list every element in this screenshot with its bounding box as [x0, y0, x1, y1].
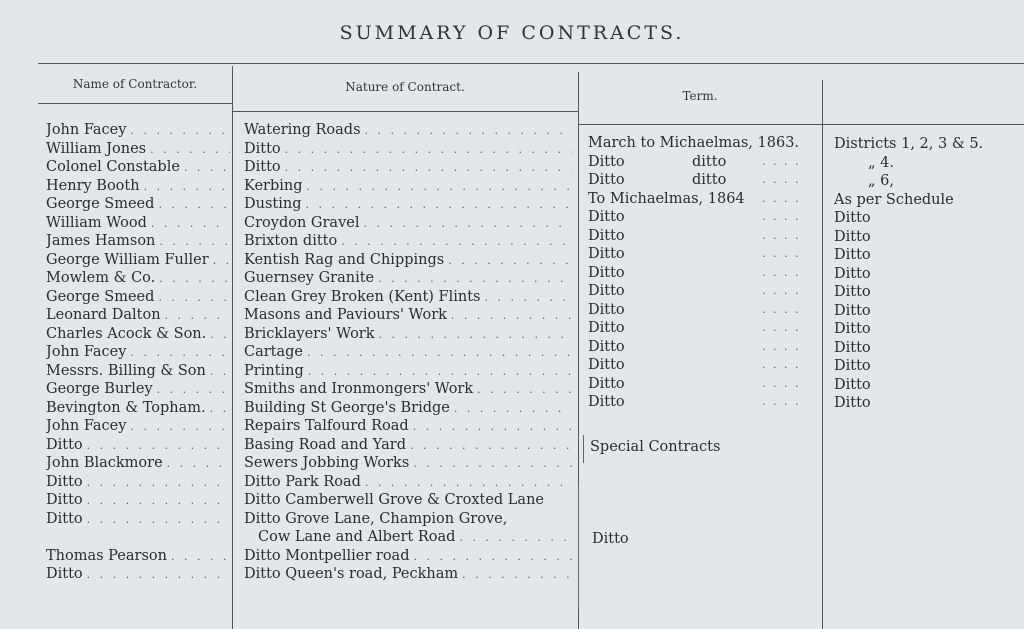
nature-row: [244, 269, 572, 288]
nature-text: Ditto Camberwell Grove & Croxted Lane: [244, 492, 544, 508]
nature-row: [244, 177, 572, 196]
nature-row: [244, 140, 572, 159]
contractor-row: [46, 140, 230, 159]
nature-text: Building St George's Bridge: [244, 399, 450, 416]
dot-leader: [762, 375, 802, 394]
special-contracts-label: Special Contracts: [590, 439, 721, 455]
dot-leader: [308, 363, 572, 381]
contractor-name: Ditto: [46, 566, 83, 582]
term-row: [588, 208, 818, 227]
nature-text: Watering Roads: [244, 122, 361, 138]
special-ditto-label: Ditto: [592, 531, 629, 547]
contractor-row: [46, 325, 230, 344]
dot-leader: [762, 301, 802, 320]
district-entry: As per Schedule: [834, 191, 954, 208]
contractor-row: [46, 251, 230, 270]
contractor-row: [46, 399, 230, 418]
dot-leader: [307, 178, 573, 196]
dot-leader: [130, 122, 230, 140]
top-rule: [38, 63, 1024, 64]
nature-row: [244, 343, 572, 362]
dot-leader: [410, 437, 572, 455]
dot-leader: [130, 344, 230, 362]
nature-text: Bricklayers' Work: [244, 325, 375, 342]
ditto-brace: [578, 484, 579, 610]
nature-text: Ditto Park Road: [244, 473, 361, 490]
contractor-name: John Blackmore: [46, 455, 163, 471]
district-entry: Ditto: [834, 339, 871, 356]
contractor-name: Henry Booth: [46, 177, 140, 194]
contractor-name: Ditto: [46, 492, 83, 508]
contractor-name: Mowlem & Co.: [46, 270, 156, 286]
term-text: Ditto: [588, 172, 625, 188]
term-row: [588, 338, 818, 357]
nature-text: Kentish Rag and Chippings: [244, 251, 445, 268]
district-entry: „ 6,: [868, 173, 894, 189]
district-entry: Ditto: [834, 210, 871, 226]
header-rule-mid: [232, 111, 578, 112]
contractor-row: [46, 177, 230, 196]
dot-leader: [762, 208, 802, 227]
dot-leader: [762, 190, 802, 209]
district-entry: Ditto: [834, 321, 871, 337]
term-text: Ditto: [588, 394, 625, 410]
dot-leader: [459, 529, 572, 547]
contractor-name: Colonel Constable: [46, 159, 180, 175]
district-entry: Ditto: [834, 376, 871, 393]
term-row: [588, 190, 818, 209]
nature-row: [244, 528, 572, 547]
nature-row: [244, 380, 572, 399]
term-row: [588, 171, 818, 190]
dot-leader: [213, 252, 230, 270]
dot-leader: [171, 548, 230, 566]
term-text: Ditto: [588, 375, 625, 392]
nature-text: Guernsey Granite: [244, 270, 375, 286]
term-ditto: ditto: [692, 172, 727, 188]
nature-column: [244, 121, 572, 584]
dot-leader: [144, 178, 230, 196]
contractor-name: John Facey: [46, 122, 127, 138]
contractor-row: [46, 547, 230, 566]
term-row: [588, 375, 818, 394]
dot-leader: [210, 326, 230, 344]
nature-row: [244, 306, 572, 325]
nature-text: Dusting: [244, 196, 302, 212]
dot-leader: [378, 270, 572, 288]
dot-leader: [762, 245, 802, 264]
contractor-row: [46, 436, 230, 455]
contractor-row: [46, 232, 230, 251]
dot-leader: [165, 307, 230, 325]
nature-row: [244, 399, 572, 418]
term-text: Ditto: [588, 301, 625, 318]
contractor-row: [46, 417, 230, 436]
nature-text: Croydon Gravel: [244, 214, 360, 231]
dot-leader: [210, 400, 230, 418]
nature-row: [244, 491, 572, 510]
contractor-row: [46, 269, 230, 288]
special-contracts-brace: [583, 435, 584, 463]
term-row: [588, 245, 818, 264]
nature-row: [244, 121, 572, 140]
term-row: [588, 134, 818, 153]
contractor-row: [46, 306, 230, 325]
dot-leader: [159, 270, 230, 288]
term-text: Ditto: [588, 209, 625, 225]
dot-leader: [454, 400, 572, 418]
district-entry: Ditto: [834, 247, 871, 263]
nature-row: [244, 362, 572, 381]
dot-leader: [762, 264, 802, 283]
contractor-row: [46, 158, 230, 177]
dot-leader: [87, 492, 230, 510]
nature-text: Ditto: [244, 159, 281, 175]
term-text: Ditto: [588, 153, 625, 170]
contractor-row: [46, 288, 230, 307]
district-entry: Ditto: [834, 302, 871, 319]
term-column: [588, 134, 818, 412]
nature-row: [244, 195, 572, 214]
term-text: March to Michaelmas, 1863.: [588, 135, 800, 151]
header-rule-right: [578, 124, 1024, 125]
contractor-name: George Smeed: [46, 196, 155, 212]
contractor-name: Leonard Dalton: [46, 307, 161, 323]
term-row: [588, 356, 818, 375]
nature-text: Sewers Jobbing Works: [244, 455, 410, 471]
dot-leader: [285, 159, 572, 177]
nature-text: Smiths and Ironmongers' Work: [244, 381, 474, 397]
dot-leader: [413, 418, 572, 436]
term-row: [588, 227, 818, 246]
contractor-row: [46, 362, 230, 381]
dot-leader: [762, 227, 802, 246]
term-text: Ditto: [588, 227, 625, 244]
dot-leader: [307, 344, 572, 362]
dot-leader: [363, 215, 572, 233]
contractor-name: Messrs. Billing & Son: [46, 362, 206, 379]
district-entry: Ditto: [834, 358, 871, 374]
nature-row: [244, 565, 572, 584]
term-row: [588, 393, 818, 412]
district-entry: „ 4.: [868, 154, 894, 171]
nature-text: Ditto: [244, 140, 281, 157]
contractor-row: [46, 565, 230, 584]
contractor-row: [46, 380, 230, 399]
nature-row: [244, 232, 572, 251]
term-text: To Michaelmas, 1864: [588, 190, 745, 207]
nature-row: [244, 417, 572, 436]
dot-leader: [762, 319, 802, 338]
district-entry: Ditto: [834, 265, 871, 282]
contractor-name: John Facey: [46, 344, 127, 360]
contractor-row: [46, 214, 230, 233]
contractor-column: [46, 121, 230, 584]
nature-text: Ditto Grove Lane, Champion Grove,: [244, 510, 508, 527]
dot-leader: [365, 122, 572, 140]
dot-leader: [87, 566, 230, 584]
dot-leader: [306, 196, 573, 214]
contractor-row: [46, 491, 230, 510]
dot-leader: [87, 437, 230, 455]
page-title: SUMMARY OF CONTRACTS.: [339, 22, 685, 44]
nature-text: Ditto Montpellier road: [244, 547, 410, 564]
contractor-name: William Jones: [46, 140, 147, 157]
nature-row: [244, 288, 572, 307]
contractor-name: William Wood: [46, 214, 147, 231]
nature-text: Ditto Queen's road, Peckham: [244, 566, 459, 582]
dot-leader: [477, 381, 572, 399]
header-term: Term.: [682, 89, 718, 103]
dot-leader: [379, 326, 572, 344]
term-row: [588, 301, 818, 320]
term-row: [588, 264, 818, 283]
dot-leader: [159, 233, 230, 251]
nature-row: [244, 473, 572, 492]
nature-text: Cartage: [244, 344, 304, 360]
contractor-name: George Smeed: [46, 288, 155, 305]
header-contractor: Name of Contractor.: [72, 77, 198, 91]
district-entry: Ditto: [834, 284, 871, 300]
dot-leader: [365, 474, 572, 492]
dot-leader: [762, 356, 802, 375]
dot-leader: [210, 363, 230, 381]
contractor-name: George William Fuller: [46, 251, 209, 268]
district-entry: Ditto: [834, 228, 871, 245]
header-rule-left: [38, 103, 232, 104]
dot-leader: [158, 289, 230, 307]
contractor-name: John Facey: [46, 418, 127, 434]
contractor-row: [46, 121, 230, 140]
term-text: Ditto: [588, 264, 625, 281]
district-entry: Districts 1, 2, 3 & 5.: [834, 136, 984, 152]
nature-row: [244, 454, 572, 473]
header-nature: Nature of Contract.: [345, 80, 465, 94]
contractor-row: [46, 195, 230, 214]
districts-column: [834, 135, 1022, 413]
nature-text: Clean Grey Broken (Kent) Flints: [244, 288, 481, 305]
dot-leader: [762, 282, 802, 301]
dot-leader: [762, 393, 802, 412]
nature-row: [244, 510, 572, 529]
dot-leader: [413, 548, 572, 566]
nature-text: Masons and Paviours' Work: [244, 307, 447, 323]
term-row: [588, 153, 818, 172]
dot-leader: [87, 474, 230, 492]
contractor-name: George Burley: [46, 381, 153, 397]
dot-leader: [151, 215, 230, 233]
term-ditto: ditto: [692, 153, 727, 170]
dot-leader: [462, 566, 572, 584]
dot-leader: [341, 233, 572, 251]
contractor-row: [46, 528, 230, 547]
nature-row: [244, 214, 572, 233]
contractor-row: [46, 473, 230, 492]
nature-text: Cow Lane and Albert Road: [258, 529, 456, 545]
nature-text: Printing: [244, 362, 304, 379]
nature-row: [244, 325, 572, 344]
dot-leader: [87, 511, 230, 529]
contractor-name: Ditto: [46, 436, 83, 453]
term-row: [588, 319, 818, 338]
term-text: Ditto: [588, 283, 625, 299]
dot-leader: [762, 171, 802, 190]
dot-leader: [158, 196, 230, 214]
nature-text: Kerbing: [244, 177, 303, 194]
nature-row: [244, 251, 572, 270]
contractor-row: [46, 454, 230, 473]
nature-text: Repairs Talfourd Road: [244, 418, 409, 434]
dot-leader: [762, 153, 802, 172]
dot-leader: [485, 289, 573, 307]
contractor-name: Bevington & Topham.: [46, 399, 206, 416]
dot-leader: [285, 141, 572, 159]
dot-leader: [157, 381, 230, 399]
nature-row: [244, 436, 572, 455]
dot-leader: [167, 455, 230, 473]
nature-row: [244, 158, 572, 177]
contractor-row: [46, 510, 230, 529]
term-text: Ditto: [588, 320, 625, 336]
term-row: [588, 282, 818, 301]
contractor-name: Ditto: [46, 473, 83, 490]
dot-leader: [448, 252, 572, 270]
column-divider-3: [822, 80, 823, 629]
contractor-name: Charles Acock & Son.: [46, 325, 207, 342]
contractor-name: Ditto: [46, 510, 83, 527]
contractor-row: [46, 343, 230, 362]
contractor-name: Thomas Pearson: [46, 547, 167, 564]
column-divider-1: [232, 66, 233, 629]
dot-leader: [184, 159, 230, 177]
dot-leader: [150, 141, 230, 159]
term-text: Ditto: [588, 338, 625, 355]
term-text: Ditto: [588, 357, 625, 373]
nature-text: Basing Road and Yard: [244, 436, 406, 453]
district-entry: Ditto: [834, 395, 871, 411]
term-text: Ditto: [588, 246, 625, 262]
dot-leader: [451, 307, 572, 325]
dot-leader: [413, 455, 572, 473]
nature-text: Brixton ditto: [244, 233, 338, 249]
dot-leader: [130, 418, 230, 436]
nature-row: [244, 547, 572, 566]
contractor-name: James Hamson: [46, 233, 156, 249]
dot-leader: [762, 338, 802, 357]
